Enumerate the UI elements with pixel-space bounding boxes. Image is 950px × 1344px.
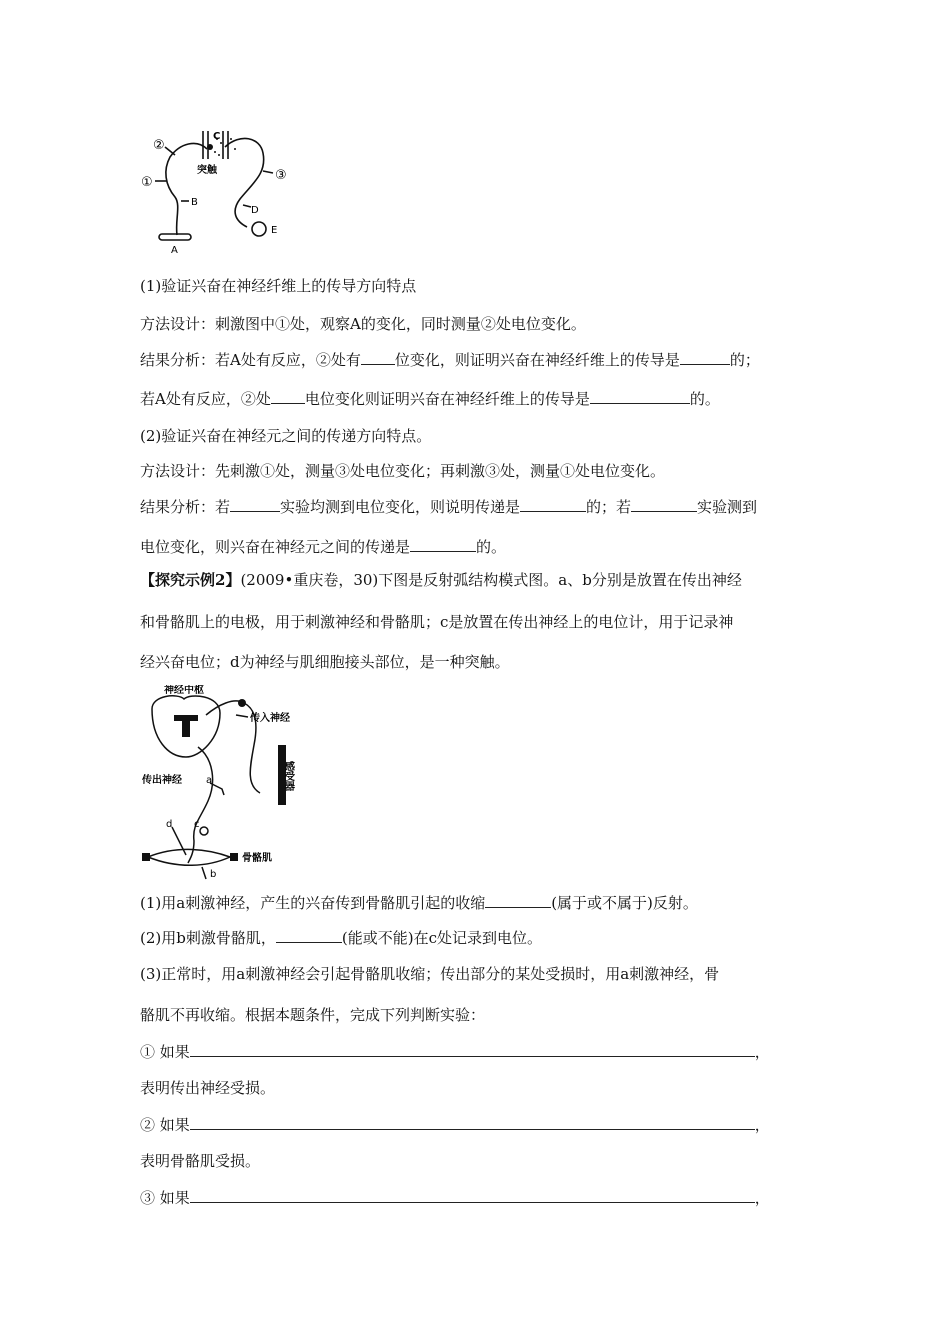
section2-result-a [140, 496, 757, 517]
text: 的； [729, 351, 760, 369]
judgment-item-2-follow: 表明骨骼肌受损。 [140, 1152, 261, 1170]
answer-blank[interactable] [410, 536, 476, 552]
text: 的。 [689, 390, 720, 408]
label-center: 神经中枢 [164, 685, 204, 696]
answer-blank[interactable] [631, 496, 697, 512]
label-synapse: 突触 [197, 165, 217, 176]
text: ， [754, 1116, 770, 1134]
answer-blank[interactable] [361, 349, 395, 365]
answer-blank[interactable] [190, 1187, 755, 1203]
label-a: a [206, 775, 213, 786]
answer-blank[interactable] [680, 349, 730, 365]
text: ， [754, 1189, 770, 1207]
label-a: A [171, 245, 178, 256]
label-muscle: 骨骼肌 [242, 853, 272, 864]
label-2: ② [153, 138, 165, 153]
text: 位变化，则证明兴奋在神经纤维上的传导是 [394, 351, 680, 369]
answer-blank[interactable] [520, 496, 586, 512]
label-c: C [213, 131, 221, 142]
section1-result-a [140, 349, 760, 370]
example2-line3: 经兴奋电位；d为神经与肌细胞接头部位，是一种突触。 [140, 653, 510, 671]
label-b: b [210, 869, 217, 880]
example2-line1 [140, 570, 742, 590]
section1-result-b [140, 388, 720, 409]
text: 电位变化，则兴奋在神经元之间的传递是 [140, 538, 411, 556]
label-b: B [191, 197, 198, 208]
text: 结果分析：若A处有反应，②处有 [140, 351, 361, 369]
label-3: ③ [275, 168, 287, 183]
text: 的；若 [586, 498, 632, 516]
label-c: c [194, 819, 200, 830]
answer-blank[interactable] [230, 496, 280, 512]
example-tag: 【探究示例2】 [140, 571, 241, 589]
text: 实验均测到电位变化，则说明传递是 [280, 498, 521, 516]
text: ① 如果 [140, 1043, 190, 1061]
text: ② 如果 [140, 1116, 190, 1134]
label-e: E [271, 225, 278, 236]
label-efferent: 传出神经 [142, 775, 182, 786]
example2-line2: 和骨骼肌上的电极，用于刺激神经和骨骼肌；c是放置在传出神经上的电位计，用于记录神 [140, 613, 734, 631]
section2-method: 方法设计：先刺激①处，测量③处电位变化；再刺激③处，测量①处电位变化。 [140, 462, 666, 480]
answer-blank[interactable] [485, 892, 551, 908]
label-afferent: 传入神经 [250, 713, 290, 724]
judgment-item-1-follow: 表明传出神经受损。 [140, 1079, 276, 1097]
section2-result-b [140, 536, 506, 557]
text: ， [754, 1043, 770, 1061]
answer-blank[interactable] [190, 1114, 755, 1130]
section2-heading: (2)验证兴奋在神经元之间的传递方向特点。 [140, 427, 432, 445]
label-1: ① [141, 175, 153, 190]
label-d: d [166, 819, 173, 830]
question-1 [140, 892, 698, 913]
text: (2009•重庆卷，30)下图是反射弧结构模式图。a、b分别是放置在传出神经 [240, 571, 742, 589]
text: (能或不能)在c处记录到电位。 [341, 929, 542, 947]
figure-synapse-diagram [135, 125, 305, 257]
text: ③ 如果 [140, 1189, 190, 1207]
section1-heading: (1)验证兴奋在神经纤维上的传导方向特点 [140, 277, 417, 295]
text: 的。 [476, 538, 507, 556]
text: (2)用b刺激骨骼肌， [140, 929, 276, 947]
text: 结果分析：若 [140, 498, 231, 516]
judgment-item-1 [140, 1041, 770, 1062]
section1-method: 方法设计：刺激图中①处，观察A的变化，同时测量②处电位变化。 [140, 315, 586, 333]
figure-reflex-arc [138, 685, 318, 880]
text: 电位变化则证明兴奋在神经纤维上的传导是 [304, 390, 590, 408]
judgment-item-3 [140, 1187, 770, 1208]
answer-blank[interactable] [190, 1041, 755, 1057]
text: 若A处有反应，②处 [140, 390, 271, 408]
question-2 [140, 927, 542, 948]
question-3-line2: 骼肌不再收缩。根据本题条件，完成下列判断实验： [140, 1006, 486, 1024]
label-receptor: 感受器 [282, 761, 294, 791]
answer-blank[interactable] [276, 927, 342, 943]
answer-blank[interactable] [590, 388, 690, 404]
judgment-item-2 [140, 1114, 770, 1135]
answer-blank[interactable] [271, 388, 305, 404]
label-d: D [251, 205, 259, 216]
text: (属于或不属于)反射。 [551, 894, 698, 912]
text: (1)用a刺激神经，产生的兴奋传到骨骼肌引起的收缩 [140, 894, 486, 912]
text: 实验测到 [697, 498, 758, 516]
question-3-line1: (3)正常时，用a刺激神经会引起骨骼肌收缩；传出部分的某处受损时，用a刺激神经，骨 [140, 965, 720, 983]
